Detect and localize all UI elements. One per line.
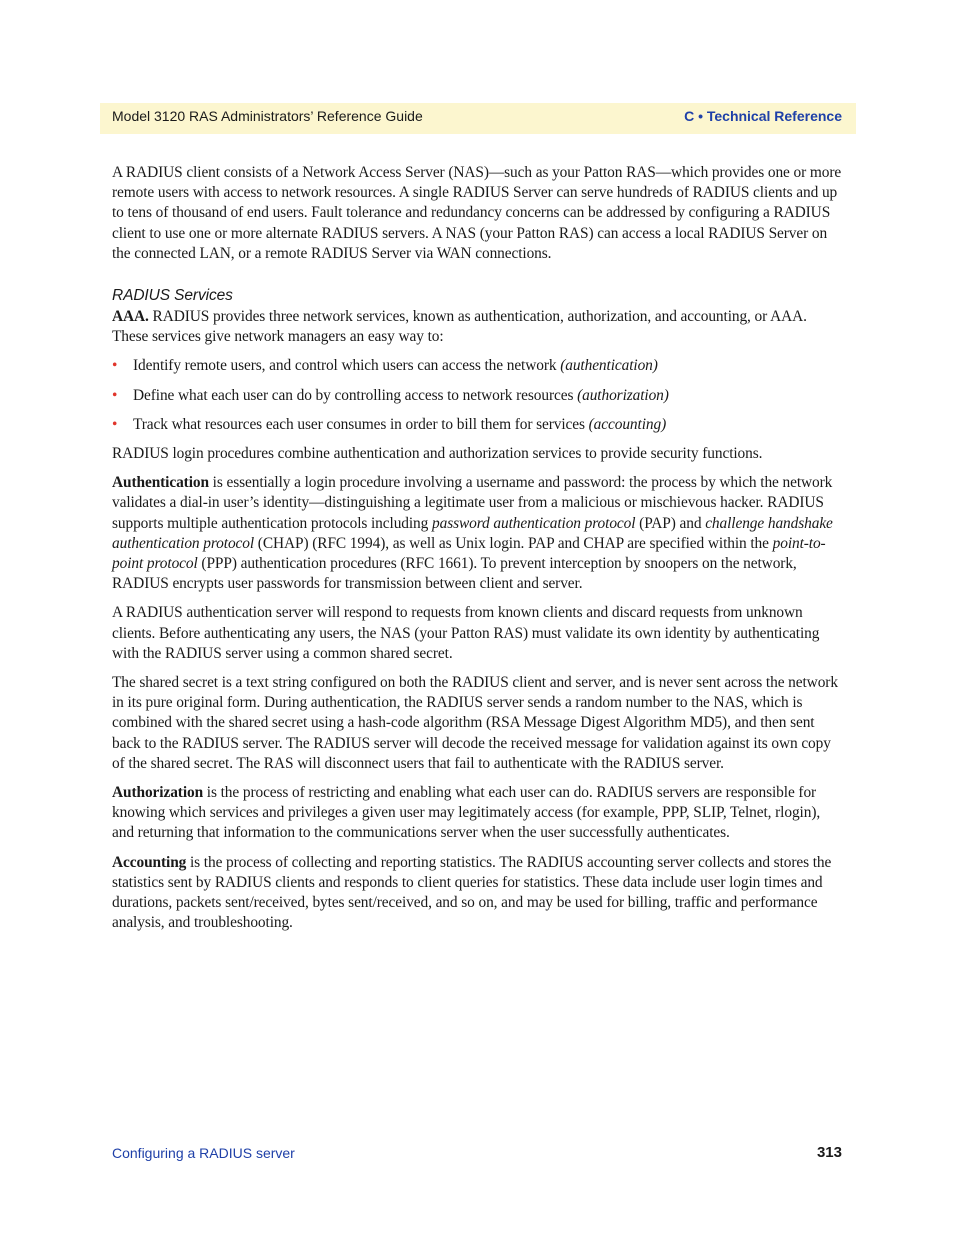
guide-title: Model 3120 RAS Administrators’ Reference Guide (112, 108, 423, 124)
list-item (112, 415, 844, 435)
accounting-text: is the process of collecting and reporting statistics. The RADIUS accounting server collects and stores the statistics sent by RADIUS clients and responds to client queries for statistics. These data include user login times and durations, packets sent/received, bytes sent/received, and so on, and may be used for billing, traffic and performance analysis, and troubleshooting. (112, 853, 832, 932)
accounting-paragraph (112, 853, 844, 934)
services-list (112, 356, 844, 435)
list-item (112, 356, 844, 376)
footer-section-title: Configuring a RADIUS server (112, 1145, 295, 1161)
authentication-term: Authentication (112, 474, 209, 492)
list-item-text: Track what resources each user consumes in order to bill them for services (133, 415, 589, 433)
login-procedures-paragraph: RADIUS login procedures combine authentication and authorization services to provide security functions. (112, 445, 763, 463)
authentication-paragraph (112, 473, 844, 594)
aaa-term: AAA. (112, 308, 149, 326)
section-label: C • Technical Reference (684, 108, 842, 124)
authentication-text: (PAP) and (635, 514, 706, 532)
ppp-term: point-to-point protocol (112, 534, 826, 573)
aaa-text: RADIUS provides three network services, known as authentication, authorization, and accounting, or AAA. These services give network managers an easy way to: (112, 308, 807, 346)
aaa-paragraph (112, 307, 844, 347)
accounting-term: Accounting (112, 853, 187, 871)
page-content (112, 163, 844, 943)
bullet-icon: • (112, 357, 118, 375)
authentication-text: (PPP) authentication procedures (RFC 1661). To prevent interception by snoopers on the network, RADIUS encrypts user passwords for transmission between client and server. (112, 555, 797, 593)
pap-term: password authentication protocol (432, 514, 636, 532)
authorization-term: Authorization (112, 784, 204, 802)
chap-term: challenge handshake authentication protocol (112, 514, 833, 552)
list-item-term: (authorization) (577, 386, 669, 404)
authentication-text: is essentially a login procedure involving a username and password: the process by which the network validates a dial-in user’s identity—distinguishing a legitimate user from a malicious or mischievous hacker. RADIUS supports multiple authentication protocols including (112, 474, 833, 532)
page-header (100, 103, 856, 134)
list-item-text: Identify remote users, and control which users can access the network (133, 357, 561, 375)
bullet-icon: • (112, 415, 118, 433)
list-item-term: (accounting) (588, 415, 667, 433)
bullet-icon: • (112, 386, 118, 404)
section-heading: RADIUS Services (112, 287, 233, 305)
intro-paragraph: A RADIUS client consists of a Network Access Server (NAS)—such as your Patton RAS—which provides one or more remote users with access to network resources. A single RADIUS Server can serve hundreds of RADIUS clients and up to tens of thousand of end users. Fault tolerance and redundancy concerns can be addressed by configuring a RADIUS client to use one or more alternate RADIUS servers. A NAS (your Patton RAS) can access a local RADIUS Server on the connected LAN, or a remote RADIUS Server via WAN connections. (112, 164, 842, 262)
authorization-paragraph (112, 783, 844, 844)
page-number: 313 (816, 1144, 842, 1161)
list-item-text: Define what each user can do by controlling access to network resources (133, 386, 578, 404)
authentication-text: (CHAP) (RFC 1994), as well as Unix login. PAP and CHAP are specified within the (254, 534, 773, 552)
shared-secret-paragraph: The shared secret is a text string configured on both the RADIUS client and server, and is never sent across the network in its pure original form. During authentication, the RADIUS server sends a random number to the NAS, which is combined with the shared secret using a hash-code algorithm (RSA Message Digest Algorithm MD5), and then sent back to the RADIUS server. The RADIUS server will decode the received message for validation against its own copy of the shared secret. The RAS will disconnect users that fail to authenticate with the RADIUS server. (112, 674, 838, 772)
list-item-term: (authentication) (560, 357, 658, 375)
auth-server-paragraph: A RADIUS authentication server will respond to requests from known clients and discard requests from unknown clients. Before authenticating any users, the NAS (your Patton RAS) must validate its own identity by authenticating with the RADIUS server using a common shared secret. (112, 604, 820, 662)
authorization-text: is the process of restricting and enabling what each user can do. RADIUS servers are responsible for knowing which services and privileges a given user may legitimately access (for example, PPP, SLIP, Telnet, rlogin), and returning that information to the communications server when the user successfully authenticates. (112, 784, 821, 842)
list-item (112, 386, 844, 406)
